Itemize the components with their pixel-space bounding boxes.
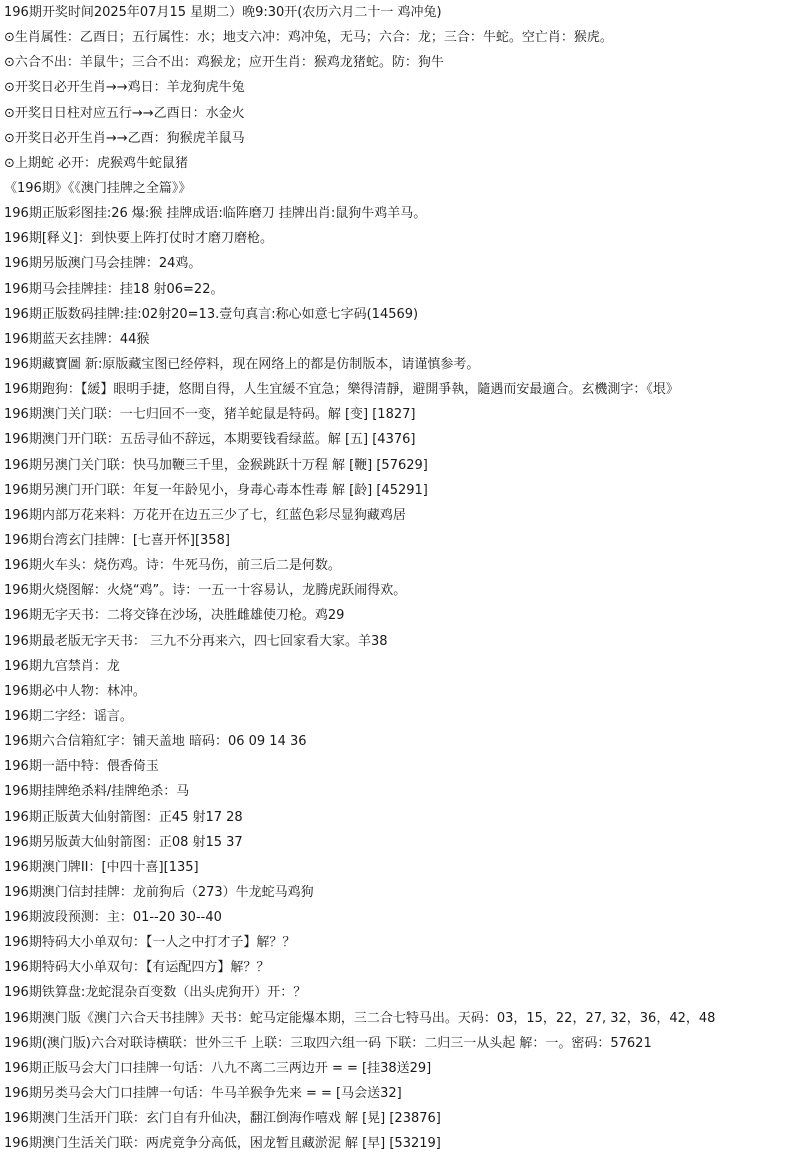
text-line: 196期特码大小单双句：【有运配四方】解？？	[4, 960, 270, 976]
text-line: 196期跑狗：【緩】眼明手捷，悠閒自得，人生宜緩不宜急；樂得清靜，避開爭執，隨遇而安最適合。玄機測字：《垠》	[4, 382, 679, 398]
text-line: 196期另版澳门马会挂牌：24鸡。	[4, 256, 202, 272]
text-line: 196期澳门生活关门联：两虎竟争分高低，困龙暂且藏淤泥 解 [早] [53219]	[4, 1136, 441, 1152]
text-line: 196期一語中特：偎香倚玉	[4, 759, 159, 775]
text-line: 196期特码大小单双句：【一人之中打才子】解？？	[4, 935, 296, 951]
text-line: 196期铁算盘:龙蛇混杂百变数（出头虎狗开）开：？	[4, 985, 307, 1001]
liuhe-sanhe-note: ⊙六合不出：羊鼠牛；三合不出：鸡猴龙；应开生肖：猴鸡龙猪蛇。防：狗牛	[4, 55, 444, 71]
text-line: 196期澳门版《澳门六合天书挂牌》天书：蛇马定能爆本期，三二合七特马出。天码：03，15，22，27, 32，36，42，48	[4, 1010, 716, 1026]
text-line: 196期蓝天玄挂牌：44猴	[4, 331, 150, 347]
text-line: 196期二字经：谣言。	[4, 708, 133, 724]
text-line: 196期必中人物：林冲。	[4, 683, 146, 699]
last-draw-snake: ⊙上期蛇 必开：虎猴鸡牛蛇鼠猪	[4, 155, 189, 171]
text-line: 196期[释义]：到快要上阵打仗时才磨刀磨枪。	[4, 231, 273, 247]
text-line: 196期澳门信封挂牌：龙前狗后（273）牛龙蛇马鸡狗	[4, 884, 314, 900]
draw-time-header: 196期开奖时间2025年07月15 星期二）晚9:30开(农历六月二十一 鸡冲兔)	[4, 5, 442, 20]
text-line: 196期正版彩图挂:26 爆:猴 挂牌成语:临阵磨刀 挂牌出肖:鼠狗牛鸡羊马。	[4, 206, 427, 222]
text-line: 196期另澳门关门联：快马加鞭三千里，金猴跳跃十万程 解 [鞭] [57629]	[4, 457, 428, 473]
text-line: 196期澳门牌II：[中四十喜][135]	[4, 859, 199, 875]
text-line: 196期另类马会大门口挂牌一句话：牛马羊猴争先来 = = [马会送32]	[4, 1086, 402, 1102]
day-pillar-elements: ⊙开奖日日柱对应五行→→乙酉日：水金火	[4, 105, 245, 121]
text-line: 196期正版马会大门口挂牌一句话：八九不离二三两边开 = = [挂38送29]	[4, 1060, 432, 1076]
text-line: 196期另澳门开门联：年复一年龄见小，身毒心毒本性毒 解 [龄] [45291]	[4, 482, 428, 498]
text-line: 196期火车头：烧伤鸡。诗：牛死马伤，前三后二是何数。	[4, 558, 341, 574]
text-line: 196期正版黃大仙射箭图：正45 射17 28	[4, 809, 243, 825]
text-line: 196期另版黃大仙射箭图：正08 射15 37	[4, 834, 243, 850]
text-line: 196期(澳门版)六合对联诗横联：世外三千 上联：三取四六组一码 下联：二归三一从头起 解：一。密码：57621	[4, 1035, 652, 1051]
text-line: 196期无字天书：二将交锋在沙场，决胜雌雄使刀枪。鸡29	[4, 608, 345, 624]
text-line: 196期波段预测：主：01--20 30--40	[4, 910, 222, 926]
text-line: 196期澳门关门联：一七归回不一变，猪羊蛇鼠是特码。解 [变] [1827]	[4, 407, 416, 423]
text-line: 196期正版数码挂牌:挂:02射20=13.壹句真言:称心如意七字码(14569)	[4, 306, 419, 322]
text-line: 196期内部万花来料：万花开在边五三少了七，红蓝色彩尽显狗藏鸡居	[4, 507, 406, 523]
text-line: 196期六合信箱紅字：铺天盖地 暗码：06 09 14 36	[4, 734, 307, 750]
text-line: 196期最老版无字天书： 三九不分再来六，四七回家看大家。羊38	[4, 633, 388, 649]
text-line: 196期澳门生活开门联：玄门自有升仙决，翻江倒海作嘻戏 解 [晃] [23876]	[4, 1111, 441, 1127]
text-line: 196期火烧图解：火烧“鸡”。诗：一五一十容易认，龙腾虎跃闹得欢。	[4, 583, 407, 599]
section-title: 《196期》《《澳门挂牌之全篇》》	[4, 180, 192, 196]
text-line: 196期藏寶圖 新:原版藏宝图已经停料，现在网络上的都是仿制版本，请谨慎参考。	[4, 356, 480, 372]
text-line: 196期挂牌绝杀料/挂牌绝杀：马	[4, 784, 190, 800]
text-line: 196期台湾玄门挂牌：[七喜开怀][358]	[4, 532, 230, 548]
rooster-day-zodiacs: ⊙开奖日必开生肖→→鸡日：羊龙狗虎牛兔	[4, 80, 245, 96]
text-line: 196期澳门开门联：五岳寻仙不辞远，本期要钱看绿蓝。解 [五] [4376]	[4, 432, 416, 448]
zodiac-attributes: ⊙生肖属性：乙酉日；五行属性：水；地支六冲：鸡冲兔，无马；六合：龙；三合：牛蛇。空亡肖：猴虎。	[4, 30, 613, 46]
text-line: 196期马会挂牌挂：挂18 射06=22。	[4, 281, 224, 297]
text-line: 196期九宫禁肖：龙	[4, 658, 120, 674]
yiyou-zodiacs: ⊙开奖日必开生肖→→乙酉：狗猴虎羊鼠马	[4, 130, 245, 146]
